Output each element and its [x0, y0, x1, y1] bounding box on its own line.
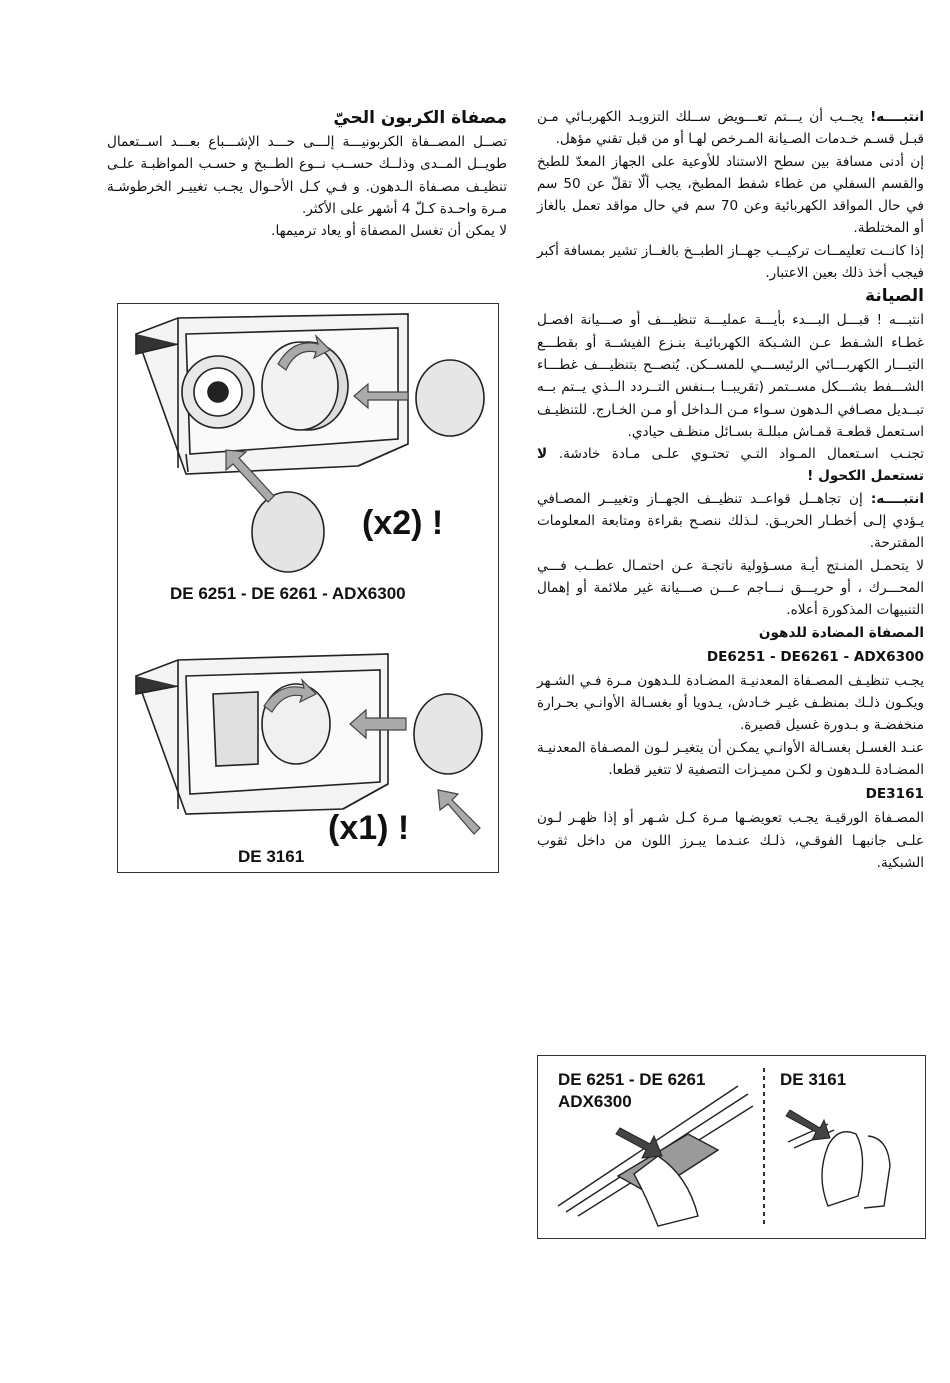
no-alcohol-text: لا تستعمل الكحول ! — [537, 446, 924, 485]
dishwasher-paragraph: عنـد الغسـل بغسـالة الأوانـي يمكـن أن يتغيـر لـون المصـفاة المعدنيـة المضـادة للـدهون و لكـن مميـزات التصفية لا تتغير قطعا. — [537, 739, 924, 779]
warning-fire-label: انتبــــه: — [870, 490, 924, 507]
warning-fire-paragraph — [537, 488, 924, 555]
warning-label: انتبــــه! — [870, 109, 924, 125]
carbon-filter-heading: مصفاة الكربون الحيّ — [333, 108, 507, 128]
no-wash-paragraph: لا يمكن أن تغسل المصفاة أو يعاد ترميمها. — [271, 223, 507, 240]
warning-cable-paragraph — [537, 106, 924, 151]
avoid-paragraph — [537, 443, 924, 488]
distance-paragraph: إن أدنى مسافة بين سطح الاستناد للأوعية على الجهاز المعدّ للطبخ والقسم السفلي من غطاء شفط المطبخ، يجب ألّا تقلّ عن 50 سم في حال المواقد الكهربائية وعن 70 سم في حال مواقد تعمل بالغاز أو المختلطة. — [537, 153, 924, 237]
figure2-models-line2: ADX6300 — [558, 1092, 632, 1111]
de3161-heading: DE3161 — [865, 786, 924, 803]
figure1-model-bottom: DE 3161 — [238, 847, 305, 866]
paper-filter-paragraph: المصـفاة الورقيـة يجـب تعويضـها مـرة كـل شـهر أو إذا ظهـر لـون علـى جانبهـا الفوقـي، ذلـك عنـدما يبـرز اللون من داخل ثقوب الشبكية. — [537, 810, 924, 871]
carbon-filter-paragraph: تصــل المصــفاة الكربونيـــة إلـــى حـــد الإشـــباع بعـــد اســتعمال طويــل المــدى وذلــك حســب نــوع الطــبخ و حسـب المواظبـة علـى تنظيـف مصـفاة الـدهون. و فـي كـل الأحـوال يجـب تغييـر الخرطوشـة مـرة واحـدة كـلّ 4 أشهر على الأكثر. — [107, 134, 507, 217]
left-column — [107, 106, 507, 242]
grease-filter-models: DE6251 - DE6261 - ADX6300 — [706, 648, 924, 665]
quantity-two-label: (x2) ! — [362, 504, 444, 542]
liability-paragraph: لا يتحمـل المنـتج أيـة مسـؤولية ناتجـة عـن احتمـال عطــب فـــي المحـــرك ، أو حريـــق نـــاجم عـــن صـــيانة غير ملائمة أو إهمال التنبيهات المذكورة أعلاه. — [537, 557, 924, 619]
avoid-text: تجنـب اسـتعمال المـواد التـي تحتـوي علـى مـادة خادشة. — [558, 446, 925, 463]
install-paragraph: إذا كانــت تعليمــات تركيــب جهــاز الطبــخ بالغــاز تشير بمسافة أكبر فيجب أخذ ذلك بعين الاعتبار. — [537, 242, 924, 282]
grease-filter-figure — [537, 1055, 926, 1239]
figure2-model-right: DE 3161 — [780, 1070, 847, 1089]
figure2-models-line1: DE 6251 - DE 6261 — [558, 1070, 706, 1089]
grease-filter-heading: المصفاة المضادة للدهون — [758, 624, 924, 641]
maintenance-heading: الصيانة — [865, 286, 924, 307]
warning-fire-text: إن تجاهــل قواعــد تنظيــف الجهــاز وتغييــر المصـافي يـؤدي إلـى أخطـار الحريـق. لـذلك ننصـح بقراءة ومتابعة المعلومات المقترحة. — [537, 490, 924, 552]
warning-cable-text: يجــب أن يـــتم تعـــويض ســلك التزويـد الكهربـائي مـن قبـل قسـم خـدمات الصـيانة المـرخص لهـا أو من قبل تقني مؤهل. — [537, 109, 924, 148]
carbon-filter-figure — [117, 303, 499, 873]
maintenance-paragraph: انتبـــه ! قبـــل البـــدء بأيـــة عمليـــة تنظيـــف أو صـــيانة افصـل غطـاء الشـفط عـن الشـبكة الكهربائيـة بنـزع الفيشــة أو بقطـــع التيـــار الكهربـــائي الرئيســـي للمســكن. يُنصــح بتنظيـــف غطـــاء الشـــفط بشـــكل مســتمر (تقريبــا بــنفس التــردد الــذي يــتم بــه تبــديل مصـافي الـدهون سـواء مـن الـداخل أو مـن الخـارج. للتنظيـف اسـتعمل قطعـة قمـاش مبللـة بسـائل منظـف حيادي. — [537, 312, 924, 440]
right-column — [537, 106, 924, 874]
grease-filter-paragraph: يجـب تنظيـف المصـفاة المعدنيـة المضـادة للـدهون مـرة فـي الشـهر ويكـون ذلـك بمنظـف غيـر خـادش، يـدويا أو بغسـالة الأوانـي بحـرارة منخفضـة و بـدورة غسيل قصيرة. — [537, 672, 924, 734]
quantity-one-label: (x1) ! — [328, 809, 410, 847]
figure1-models-top: DE 6251 - DE 6261 - ADX6300 — [170, 584, 406, 603]
